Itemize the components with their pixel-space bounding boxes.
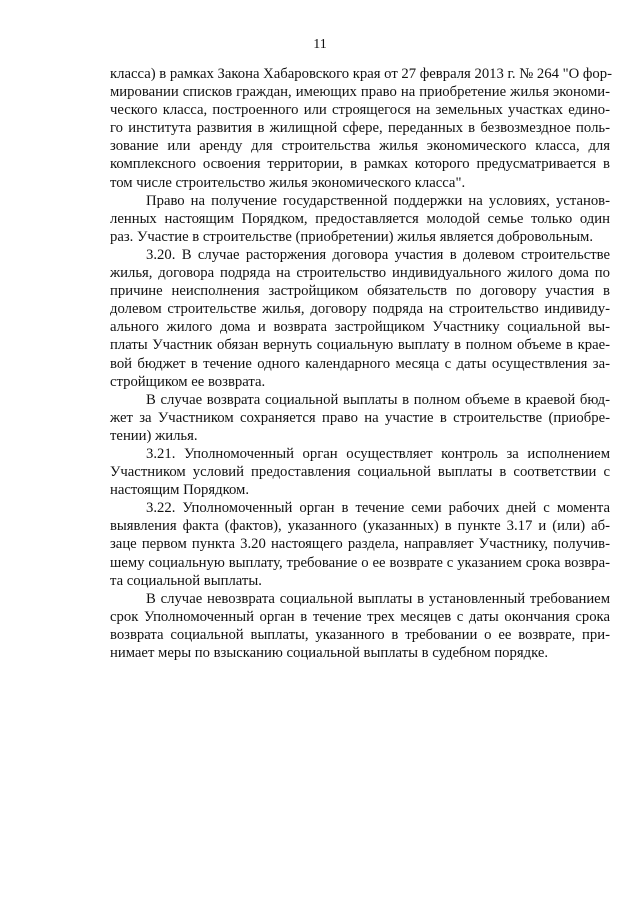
text-line: заце первом пункта 3.20 настоящего раздела, направляет Участнику, получив-: [110, 536, 610, 553]
text-line: В случае невозврата социальной выплаты в установленный требованием: [146, 590, 610, 607]
text-line: В случае возврата социальной выплаты в полном объеме в краевой бюд-: [146, 391, 610, 408]
text-line: Участником условий предоставления социальной выплаты в соответствии с: [110, 464, 610, 481]
text-line: настоящим Порядком.: [110, 482, 250, 499]
text-line: зование или аренду для строительства жилья экономического класса, для: [110, 138, 610, 155]
paragraph: [110, 192, 610, 246]
text-line: мировании списков граждан, имеющих право на приобретение жилья экономи-: [110, 84, 610, 101]
text-line: нимает меры по взысканию социальной выплаты в судебном порядке.: [110, 645, 549, 661]
paragraph: [110, 590, 610, 662]
text-line: ленных настоящим Порядком, предоставляется молодой семье только один: [110, 210, 610, 227]
text-line: Право на получение государственной поддержки на условиях, установ-: [146, 192, 610, 209]
page-number: 11: [313, 37, 327, 52]
paragraph: [110, 445, 610, 499]
text-line: стройщиком ее возврата.: [110, 373, 266, 390]
text-line: раз. Участие в строительстве (приобретении) жилья является добровольным.: [110, 228, 594, 245]
text-line: возврата социальной выплаты, указанного в требовании о ее возврате, при-: [110, 626, 610, 643]
text-line: 3.20. В случае расторжения договора участия в долевом строительстве: [146, 246, 610, 263]
text-line: та социальной выплаты.: [110, 572, 262, 589]
text-line: жилья, договора подряда на строительство индивидуального жилого дома по: [110, 265, 610, 282]
document-body: [110, 65, 610, 662]
text-line: выявления факта (фактов), указанного (указанных) в пункте 3.17 и (или) аб-: [110, 518, 610, 535]
paragraph: [110, 65, 610, 192]
text-line: ального жилого дома и возврата застройщиком Участнику социальной вы-: [110, 319, 610, 336]
paragraph: [110, 246, 610, 391]
text-line: жет за Участником сохраняется право на участие в строительстве (приобре-: [110, 409, 610, 426]
text-line: 3.22. Уполномоченный орган в течение семи рабочих дней с момента: [146, 500, 610, 517]
text-line: 3.21. Уполномоченный орган осуществляет контроль за исполнением: [146, 445, 610, 462]
paragraph: [110, 391, 610, 445]
text-line: срок Уполномоченный орган в течение трех месяцев с даты окончания срока: [110, 608, 610, 625]
text-line: долевом строительстве жилья, договору подряда на строительство индивиду-: [110, 301, 610, 318]
text-line: вой бюджет в течение одного календарного месяца с даты осуществления за-: [110, 355, 610, 372]
text-line: том числе строительство жилья экономического класса".: [110, 174, 466, 191]
paragraph: [110, 499, 610, 589]
text-line: тении) жилья.: [110, 427, 198, 444]
text-line: причине неисполнения застройщиком обязательств по договору участия в: [110, 283, 610, 300]
text-line: шему социальную выплату, требование о ее возврате с указанием срока возвра-: [110, 554, 610, 571]
text-line: ческого класса, построенного или строящегося на земельных участках едино-: [110, 102, 610, 119]
text-line: класса) в рамках Закона Хабаровского края от 27 февраля 2013 г. № 264 "О фор-: [110, 66, 612, 82]
text-line: го института развития в жилищной сфере, переданных в безвозмездное поль-: [110, 120, 610, 137]
text-line: платы Участник обязан вернуть социальную выплату в полном объеме в крае-: [110, 337, 610, 354]
text-line: комплексного освоения территории, в рамках которого предусматривается в: [110, 156, 610, 173]
